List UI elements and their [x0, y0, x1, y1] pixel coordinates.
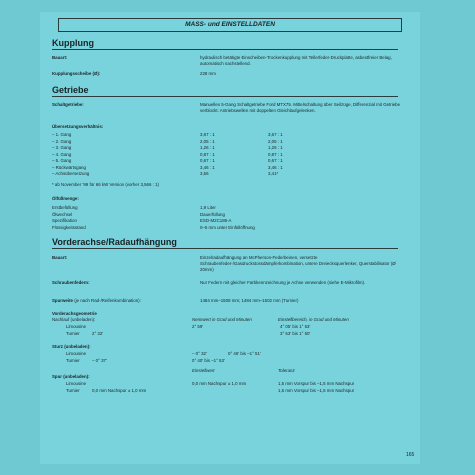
- ratio-value-b: 3,46 : 1: [268, 164, 283, 170]
- ratio-value-b: 3,41*: [268, 171, 279, 176]
- page-header: MASS- und EINSTELLDATEN: [58, 18, 402, 32]
- label-oelfuellmenge: Ölfüllmenge:: [52, 196, 79, 201]
- ratio-value-a: 1,26 : 1: [200, 145, 215, 150]
- nachlauf-turnier-nenn: 2° 32': [92, 330, 104, 336]
- ratio-value-b: 2,05 : 1: [268, 138, 283, 144]
- nachlauf-limousine-bereich: 4° 05' bis 1° 53': [280, 324, 311, 329]
- ratio-label: – 1. Gang: [52, 132, 72, 137]
- label-spurweite: [52, 298, 141, 304]
- section-title-vorderachse: Vorderachse/Radaufhängung: [52, 237, 177, 247]
- header-einstellwert: Einstellwert: [192, 368, 215, 373]
- ratio-value-b: 0,87 : 1: [268, 151, 283, 157]
- page-number: 165: [406, 452, 415, 458]
- nachlauf-turnier-bereich: 3° 53' bis 1° 50': [280, 330, 311, 336]
- sturz-turnier-bereich: 0° 40' bis –1° 53': [192, 357, 225, 363]
- section-title-getriebe: Getriebe: [52, 85, 89, 95]
- ratio-label: – Rückwärtsgang: [52, 164, 86, 170]
- label-limousine: Limousine: [66, 351, 87, 356]
- header-toleranz: Toleranz: [278, 368, 295, 373]
- ratio-label: – 5. Gang: [52, 158, 72, 163]
- ratio-value-a: 0,87 : 1: [200, 151, 215, 157]
- label-spur: Spur (unbeladen):: [52, 374, 90, 379]
- oel-row-label: Erstbefüllung: [52, 205, 78, 210]
- spur-limousine-toleranz: 1,5 mm Vorspur bis –1,5 mm Nachspur: [278, 381, 355, 386]
- value-schraubenfedern: Nur Federn mit gleicher Farbkennzeichnung je Achse verwenden (siehe E-Mikrofilm).: [200, 280, 366, 285]
- oel-row-value: ESD-M2C186-A: [200, 218, 232, 223]
- label-spurweite-bold: Spurweite: [52, 298, 73, 303]
- label-turnier: Turnier: [66, 330, 80, 336]
- ratio-value-a: 2,05 : 1: [200, 138, 215, 144]
- label-limousine: Limousine: [66, 324, 87, 329]
- oel-row-label: Spezifikation: [52, 218, 77, 223]
- oel-row-value: 1,9 Liter: [200, 205, 216, 210]
- label-kupplungsscheibe: Kupplungsscheibe (Ø):: [52, 71, 101, 76]
- value-kupplungsscheibe: 228 mm: [200, 71, 216, 76]
- label-schaltgetriebe: Schaltgetriebe:: [52, 102, 84, 107]
- ratio-value-a: 3,67 : 1: [200, 132, 215, 137]
- label-uebersetzung: Übersetzungsverhältnis:: [52, 124, 104, 129]
- footnote: * ab November '99 für 66 kW Version (vorher 3,566 : 1): [52, 182, 159, 187]
- label-spurweite-note: (je nach Rad-/Reifenkombination):: [74, 298, 141, 303]
- section-rule: [52, 248, 398, 249]
- label-turnier: Turnier: [66, 387, 80, 393]
- ratio-label: – 2. Gang: [52, 138, 72, 144]
- spur-limousine-wert: 0,0 mm Nachspur ± 1,0 mm: [192, 381, 247, 386]
- section-rule: [52, 96, 398, 97]
- spur-turnier-toleranz: 1,5 mm Vorspur bis –1,5 mm Nachspur: [278, 387, 355, 393]
- ratio-label: – 3. Gang: [52, 145, 72, 150]
- label-sturz: Sturz (unbeladen):: [52, 344, 91, 349]
- label-nachlauf: Nachlauf (unbeladen):: [52, 317, 96, 322]
- section-title-kupplung: Kupplung: [52, 38, 94, 48]
- sturz-limousine-nenn: – 0° 32': [192, 351, 207, 356]
- label-vorderachsgeometrie: Vorderachsgeometrie: [52, 311, 97, 316]
- value-schaltgetriebe: Manuelles 5-Gang Schaltgetriebe Ford MTX75. Mittelschaltung über Seilzüge, Differenzial mit Getriebe verblockt. Antriebswellen mit doppelten Gleichlaufgelenken.: [200, 102, 401, 113]
- oel-row-label: Ölwechsel: [52, 211, 73, 217]
- ratio-value-b: 3,67 : 1: [268, 132, 283, 137]
- ratio-value-a: 3,56: [200, 171, 209, 176]
- label-bauart-vorderachse: Bauart:: [52, 255, 68, 260]
- oel-row-value: 0–5 mm unter Einfüllöffnung: [200, 224, 255, 230]
- value-bauart-vorderachse: Einzelradaufhängung an McPherson-Federbeinen, versetzte Schraubenfeder-/Gasdruckstossdämpferkombination, untere Dreiecksquerlenker, Querstabilisator (Ø 20mm): [200, 255, 396, 272]
- header-nennwert: Nennwert in Grad und Minuten: [192, 317, 252, 322]
- ratio-value-a: 0,67 : 1: [200, 158, 215, 163]
- ratio-value-a: 3,46 : 1: [200, 164, 215, 170]
- value-bauart: hydraulisch betätigte Einscheiben-Trockenkupplung mit Tellerfeder-Druckplatte, asbestfreier Belag, automatisch nachstellend.: [200, 55, 392, 66]
- ratio-value-b: 0,67 : 1: [268, 158, 283, 163]
- section-rule: [52, 49, 398, 50]
- label-bauart: Bauart:: [52, 55, 68, 60]
- nachlauf-limousine-nenn: 2° 59': [192, 324, 204, 329]
- spur-turnier-wert: 0,0 mm Nachspur ± 1,0 mm: [92, 387, 147, 393]
- label-limousine: Limousine: [66, 381, 87, 386]
- ratio-value-b: 1,26 : 1: [268, 145, 283, 150]
- value-spurweite: 1484 mm–1508 mm; 1484 mm–1502 mm (Turnier): [200, 298, 299, 303]
- oel-row-value: Dauerfüllung: [200, 211, 225, 217]
- manual-page: [40, 12, 420, 464]
- sturz-limousine-bereich: 0° 46' bis –1° 51': [228, 351, 261, 356]
- ratio-label: – 4. Gang: [52, 151, 72, 157]
- header-einstellbereich: Einstellbereich, in Grad und Minuten: [278, 317, 349, 322]
- label-schraubenfedern: Schraubenfedern:: [52, 280, 90, 285]
- label-turnier: Turnier: [66, 357, 80, 363]
- ratio-label: – Achsübersetzung: [52, 171, 90, 176]
- oel-row-label: Flüssigkeitsstand: [52, 224, 86, 230]
- sturz-turnier-nenn: – 0° 37': [92, 357, 107, 363]
